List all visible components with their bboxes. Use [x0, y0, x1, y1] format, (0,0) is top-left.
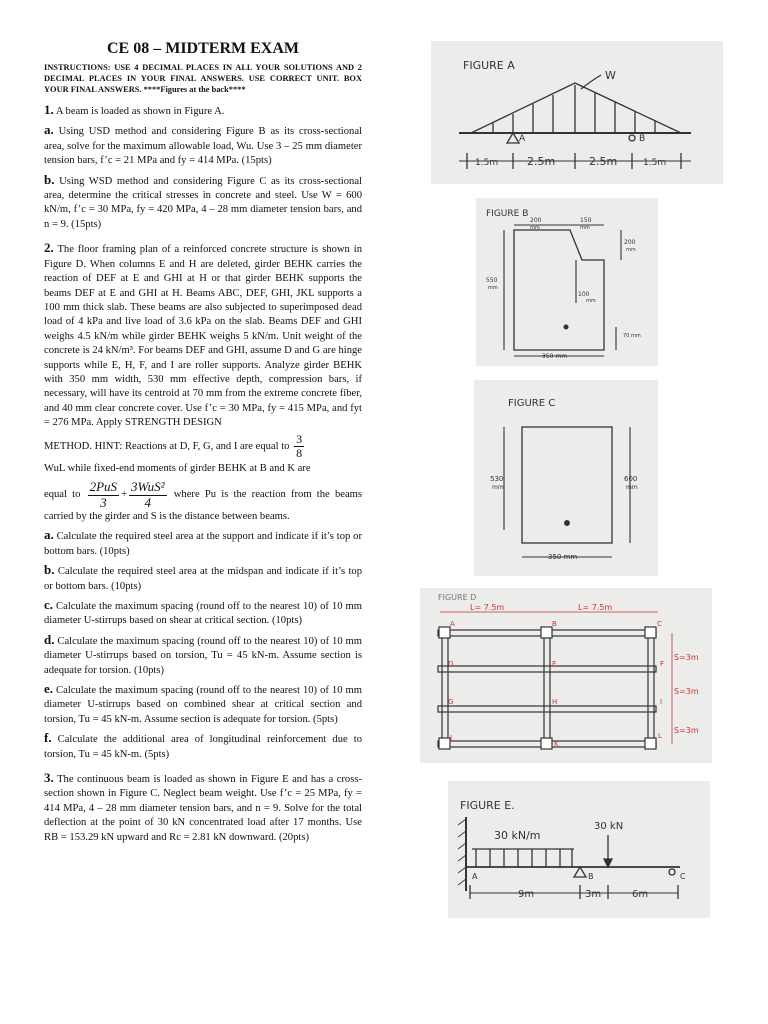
- dim-3: 6m: [632, 889, 649, 900]
- udl-arrows: [476, 849, 572, 867]
- point-c-label: C: [680, 872, 686, 881]
- eq-term-1: $\frac{\text{2PuS}}{3}$: [89, 479, 118, 510]
- span-1: L= 7.5m: [470, 603, 505, 612]
- support-c-icon: [669, 869, 675, 875]
- top-width-2: 150: [580, 217, 592, 224]
- point-load-label: 30 kN: [594, 821, 624, 832]
- svg-text:H: H: [552, 698, 558, 706]
- triangular-load: [471, 83, 681, 133]
- svg-text:mm: mm: [488, 285, 498, 291]
- figure-e-title: FIGURE E.: [460, 799, 515, 812]
- udl-label: 30 kN/m: [494, 829, 541, 842]
- total-height: 600: [624, 475, 638, 483]
- dim-3: 2.5m: [589, 155, 618, 168]
- svg-text:mm: mm: [492, 484, 504, 491]
- exam-text-column: [44, 38, 362, 847]
- section-width: 350 mm: [548, 553, 578, 561]
- figure-b: [476, 198, 658, 366]
- support-a-icon: [507, 133, 519, 143]
- eq-term-2: $\frac{\text{3WuS²}}{4}$: [131, 479, 165, 510]
- section-outline: [514, 230, 604, 350]
- svg-text:A: A: [450, 620, 455, 628]
- q1-part-a: a. Using USD method and considering Figure B as its cross-sectional area, solve for the maximum allowable load, Wu. Use 3 – 25 mm diameter tension bars, f’c = 21 MPa and fy = 414 MPa. (15pts): [44, 122, 362, 167]
- q3-text: 3. The continuous beam is loaded as shown in Figure E and has a cross-section shown in Figure C. Neglect beam weight. Use f’c = 25 MPa, fy = 414 MPa, 4 – 28 mm diameter tension bars, and n = 9. Solve for the total deflection at the point of 30 kN concentrated load after 17 months. Use RB = 153.29 kN upward and Rc = 2.81 kN downward. (20pts): [44, 770, 362, 843]
- q1-intro: 1. A beam is loaded as shown in Figure A.: [44, 102, 225, 118]
- svg-text:E: E: [552, 660, 557, 668]
- svg-text:G: G: [448, 698, 454, 706]
- figure-a-load-label: W: [605, 69, 616, 82]
- svg-text:mm: mm: [580, 225, 590, 231]
- hint-fraction: $\frac{3}{8}$: [296, 431, 303, 460]
- node-labels: [448, 620, 664, 748]
- svg-text:L: L: [658, 732, 662, 740]
- q2-hint-cont: WuL while fixed-end moments of girder BEHK at B and K are: [44, 462, 311, 474]
- figure-a-title: FIGURE A: [463, 59, 515, 72]
- svg-text:mm: mm: [586, 298, 596, 304]
- dim-2: 3m: [585, 889, 602, 900]
- svg-text:mm: mm: [530, 225, 540, 231]
- spacing-1: S=3m: [674, 653, 699, 662]
- q2-part-a: a. Calculate the required steel area at the support and indicate if it’s top or bottom bars. (10pts): [44, 527, 362, 557]
- figure-d: [420, 588, 712, 763]
- figure-e: [448, 781, 710, 918]
- columns: [439, 627, 656, 749]
- svg-text:mm: mm: [626, 484, 638, 491]
- support-b-icon: [629, 135, 635, 141]
- figure-c-title: FIGURE C: [508, 398, 556, 409]
- support-b-icon: [574, 867, 586, 877]
- point-b-label: B: [588, 872, 594, 881]
- dim-4: 1.5m: [643, 158, 667, 168]
- steel-centroid-dot: [565, 521, 570, 526]
- svg-text:B: B: [552, 620, 557, 628]
- support-b-label: B: [639, 134, 646, 144]
- q1-part-b: b. Using WSD method and considering Figure C as its cross-sectional area, determine the critical stresses in concrete and steel. Use W = 600 kN/m, f’c = 30 MPa, fy = 420 MPa, 4 – 28 mm diameter tension bars, and n = 9. (15pts): [44, 171, 362, 230]
- q2-part-f: f. Calculate the additional area of longitudinal reinforcement due to torsion, Tu = 45 kN-m. (5pts): [44, 730, 362, 760]
- spacing-3: S=3m: [674, 726, 699, 735]
- section-width: 350 mm: [542, 353, 568, 360]
- svg-text:J: J: [450, 734, 453, 742]
- top-width-1: 200: [530, 217, 542, 224]
- total-height: 550: [486, 277, 498, 284]
- point-a-label: A: [472, 872, 478, 881]
- q2-hint: METHOD. HINT: Reactions at D, F, G, and I are equal to $\frac{3}{8}$: [44, 431, 303, 460]
- svg-text:D: D: [448, 660, 454, 668]
- q2-text: 2. The floor framing plan of a reinforced concrete structure is shown in Figure D. When columns E and H are deleted, girder BEHK carries the reaction of DEF at E and GHI at H or that girder BEHK supports the beams DEF at E and GHI at H. Beams ABC, DEF, GHI, JKL supports a 100 mm thick slab. These beams are also subjected to superimposed dead load of 4 kPa and live load of 3.6 kPa on the slab. Beams DEF and GHI weighs 4.5 kN/m while girder BEHK weighs 5 kN/m. Unit weight of the concrete is 24 kN/m³. For beams DEF and GHI, assume D and G are hinge supports while E, H, F, and I are roller supports. Analyze girder BEHK with 350 mm width, 530 mm effective depth, compression bars, if necessary, will have its centroid at 70 mm from the extreme concrete fiber, and 40 mm clear concrete cover. Use f’c = 30 MPa, fy = 415 MPa, and fyt = 276 MPa. Apply STRENGTH DESIGN: [44, 240, 362, 429]
- step-dimension: 100: [578, 291, 590, 298]
- top-height: 200: [624, 239, 636, 246]
- svg-text:I: I: [660, 698, 663, 706]
- q2-part-b: b. Calculate the required steel area at the midspan and indicate if it’s top or bottom bars. (10pts): [44, 562, 362, 592]
- fixed-support-hatch: [458, 819, 466, 885]
- effective-depth: 530: [490, 475, 504, 483]
- figure-b-title: FIGURE B: [486, 209, 529, 219]
- steel-centroid-dot: [564, 325, 568, 329]
- dim-1: 1.5m: [475, 158, 499, 168]
- dim-1: 9m: [518, 889, 535, 900]
- q2-part-e: e. Calculate the maximum spacing (round off to the nearest 10) of 10 mm diameter U-stirrups based on combined shear at critical section and torsion, Tu = 45 kN-m. Assume section is adequate for torsion. (5pts): [44, 681, 362, 725]
- figure-c: [474, 380, 658, 576]
- svg-text:K: K: [554, 740, 559, 748]
- support-a-label: A: [519, 134, 526, 144]
- svg-text:C: C: [657, 620, 662, 628]
- exam-instructions: INSTRUCTIONS: USE 4 DECIMAL PLACES IN ALL YOUR SOLUTIONS AND 2 DECIMAL PLACES IN YOUR FINAL ANSWERS. USE CORRECT UNIT. BOX YOUR FINAL ANSWERS. ****Figures at the back****: [44, 62, 362, 94]
- q2-part-c: c. Calculate the maximum spacing (round off to the nearest 10) of 10 mm diameter U-stirrups based on shear at critical section. (10pts): [44, 596, 362, 627]
- beam-grid: [438, 630, 656, 747]
- q2-equation: equal to $\frac{\text{2PuS}}{3}$ + $\frac{\text{3WuS²}}{4}$ where Pu is the reaction from the beams carried by the girder and S is the distance between beams.: [44, 479, 363, 522]
- svg-text:F: F: [660, 660, 665, 668]
- svg-text:mm: mm: [626, 247, 636, 253]
- exam-title: CE 08 – MIDTERM EXAM: [107, 40, 299, 57]
- cover-dimension: 70 mm: [623, 333, 641, 339]
- q2-part-d: d. Calculate the maximum spacing (round off to the nearest 10) of 10 mm diameter U-stirrups based on torsion, Tu = 45 kN-m. Assume section is adequate for torsion. (10pts): [44, 631, 362, 676]
- figure-d-title: FIGURE D: [438, 593, 477, 602]
- dim-2: 2.5m: [527, 155, 556, 168]
- figure-a: [431, 41, 723, 184]
- spacing-2: S=3m: [674, 687, 699, 696]
- point-load-arrowhead: [604, 859, 612, 867]
- span-2: L= 7.5m: [578, 603, 613, 612]
